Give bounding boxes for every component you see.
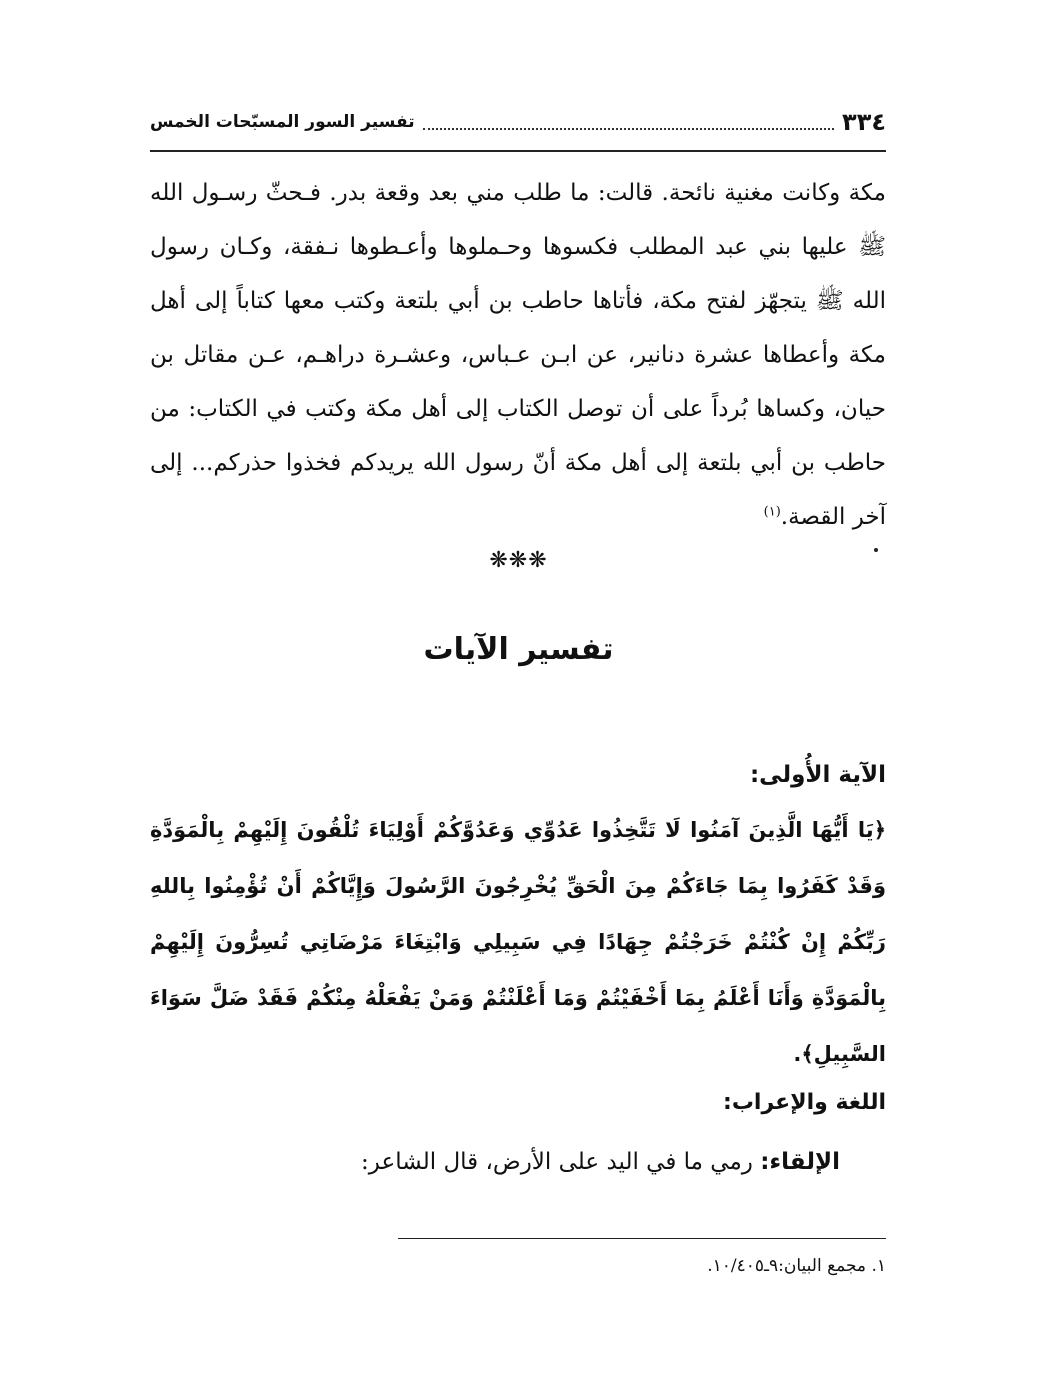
verse-heading: الآية الأُولى: bbox=[749, 762, 886, 788]
definition-text: رمي ما في اليد على الأرض، قال الشاعر: bbox=[361, 1149, 761, 1175]
page-number: ٣٣٤ bbox=[842, 108, 886, 136]
footnote-reference: (١) bbox=[763, 504, 781, 520]
page-header bbox=[150, 104, 886, 140]
footnote: ١. مجمع البيان:٩ـ١٠/٤٠٥. bbox=[707, 1256, 886, 1276]
language-heading: اللغة والإعراب: bbox=[723, 1090, 886, 1115]
header-leader-dots bbox=[423, 114, 834, 130]
body-paragraph-text: مكة وكانت مغنية نائحة. قالت: ما طلب مني بعد وقعة بدر. فـحثّ رسـول الله ﷺ عليها بني عبد المطلب فكسوها وحـملوها وأعـطوها نـفقة، وكـان رسول الله ﷺ يتجهّز لفتح مكة، فأتاها حاطب بن أبي بلتعة وكتب معها كتاباً إلى أهل مكة وأعطاها عشرة دنانير، عن ابـن عـباس، وعشـرة دراهـم، عـن مقاتل بن حيان، وكساها بُرداً على أن توصل الكتاب إلى أهل مكة وكتب في الكتاب: من حاطب بن أبي بلتعة إلى أهل مكة أنّ رسول الله يريدكم فخذوا حذركم... إلى آخر القصة. bbox=[150, 180, 886, 530]
section-separator: ❋❋❋ bbox=[489, 548, 548, 573]
definition-line bbox=[150, 1138, 840, 1186]
quran-verse: ﴿يَا أَيُّهَا الَّذِينَ آمَنُوا لَا تَتَّخِذُوا عَدُوِّي وَعَدُوَّكُمْ أَوْلِيَاءَ تُلْقُونَ إِلَيْهِمْ بِالْمَوَدَّةِ وَقَدْ كَفَرُوا بِمَا جَاءَكُمْ مِنَ الْحَقِّ يُخْرِجُونَ الرَّسُولَ وَإِيَّاكُمْ أَنْ تُؤْمِنُوا بِاللهِ رَبِّكُمْ إِنْ كُنْتُمْ خَرَجْتُمْ جِهَادًا فِي سَبِيلِي وَابْتِغَاءَ مَرْضَاتِي تُسِرُّونَ إِلَيْهِمْ بِالْمَوَدَّةِ وَأَنَا أَعْلَمُ بِمَا أَخْفَيْتُمْ وَمَا أَعْلَنْتُمْ وَمَنْ يَفْعَلْهُ مِنْكُمْ فَقَدْ ضَلَّ سَوَاءَ السَّبِيلِ﴾. bbox=[150, 818, 886, 1066]
body-paragraph bbox=[150, 166, 886, 544]
running-title: تفسير السور المسبّحات الخمس bbox=[150, 112, 415, 132]
header-rule bbox=[150, 150, 886, 152]
footnote-rule bbox=[398, 1238, 886, 1239]
definition-term: الإلقاء: bbox=[760, 1149, 840, 1175]
section-title: تفسير الآيات bbox=[423, 632, 614, 667]
